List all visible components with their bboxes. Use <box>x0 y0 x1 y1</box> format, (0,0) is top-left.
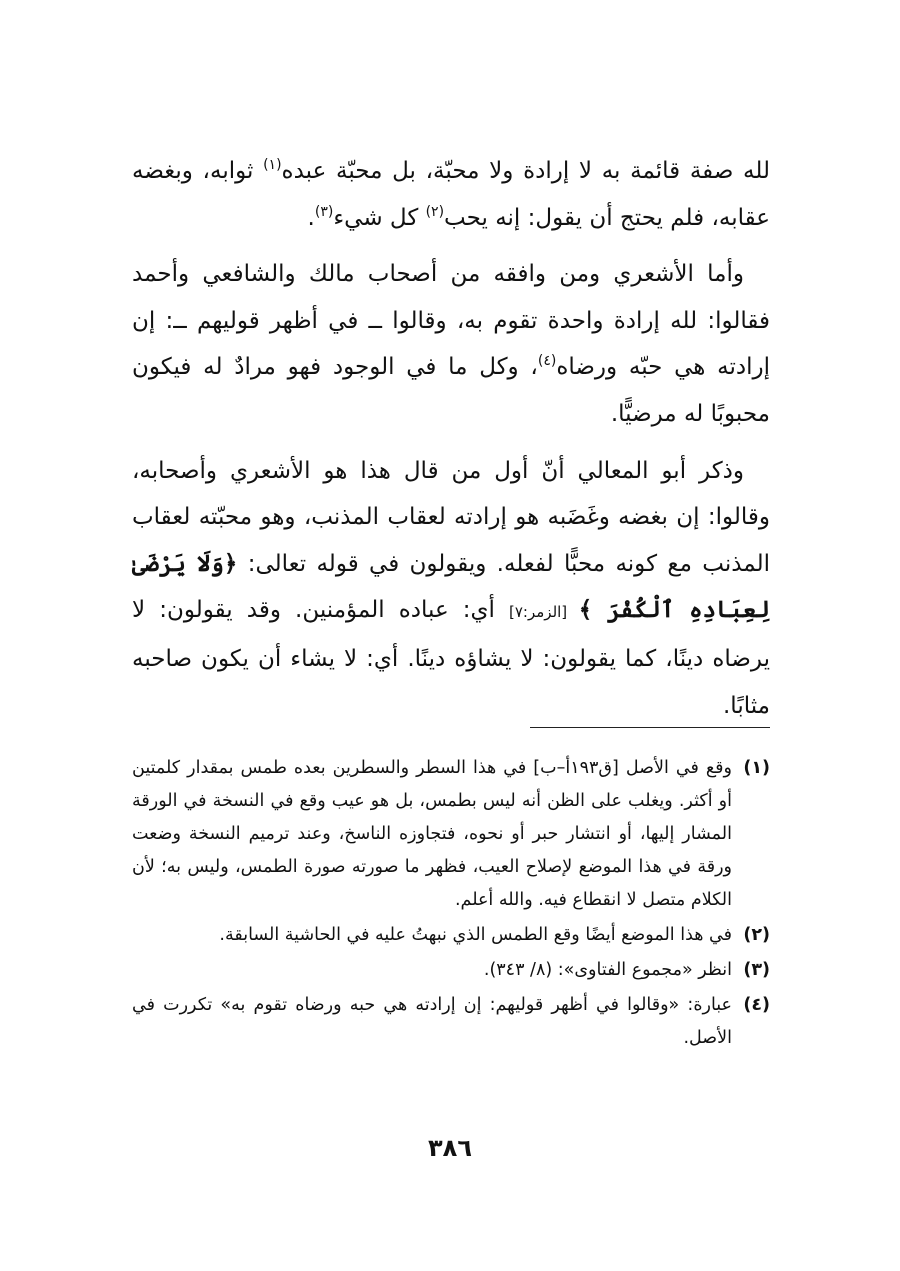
footnote-ref-1[interactable]: (١) <box>263 157 282 173</box>
footnotes-section <box>132 752 770 1057</box>
quran-verse: ﴿وَلَا يَرْضَىٰ لِعِبَادِهِ ٱلْكُفْرَ ﴾ <box>132 549 770 624</box>
footnote-4-text: عبارة: «وقالوا في أظهر قوليهم: إن إرادته هي حبه ورضاه تقوم به» تكررت في الأصل. <box>132 995 732 1048</box>
paragraph-1-text-b: ثوابه، وبغضه عقابه، فلم يحتج أن يقول: إنه يحب <box>132 158 770 231</box>
paragraph-1 <box>132 148 770 241</box>
footnote-ref-4[interactable]: (٤) <box>537 353 557 370</box>
footnote-4-number: (٤) <box>743 995 770 1015</box>
paragraph-2 <box>132 251 770 437</box>
verse-reference: [الزمر:٧] <box>509 603 579 622</box>
paragraph-1-text-c: كل شيء <box>333 204 426 231</box>
footnote-divider <box>530 727 770 728</box>
footnote-3 <box>132 954 770 987</box>
paragraph-2-text-a: وأما الأشعري ومن وافقه من أصحاب مالك والشافعي وأحمد فقالوا: لله إرادة واحدة تقوم به، وقالوا ــ في أظهر قوليهم ــ: إن إرادته هي حبّه ورضاه <box>132 261 770 381</box>
footnote-1-text: وقع في الأصل [ق١٩٣أ–ب] في هذا السطر والسطرين بعده طمس بمقدار كلمتين أو أكثر. ويغلب على الظن أنه ليس بطمس، بل هو عيب وقع في النسخة في الورقة المشار إليها، أو انتشار حبر أو نحوه، فتجاوزه الناسخ، وعند ترميم النسخة وضعت ورقة في هذا الموضع لإصلاح العيب، فظهر ما صورته صورة الطمس، وليس به؛ لأن الكلام متصل لا انقطاع فيه. والله أعلم. <box>132 758 732 910</box>
paragraph-2-text-b: ، وكل ما في الوجود فهو مرادٌ له فيكون محبوبًا له مرضيًّا. <box>132 354 770 427</box>
footnote-2 <box>132 919 770 952</box>
footnote-4 <box>132 989 770 1055</box>
page-number: ٣٨٦ <box>428 1134 472 1162</box>
footnote-2-number: (٢) <box>743 925 770 945</box>
footnote-3-number: (٣) <box>743 960 770 980</box>
paragraph-1-text-a: لله صفة قائمة به لا إرادة ولا محبّة، بل محبّة عبده <box>281 158 770 184</box>
paragraph-3 <box>132 448 770 730</box>
footnote-3-text: انظر «مجموع الفتاوى»: (٨/ ٣٤٣). <box>483 960 732 980</box>
footnote-1 <box>132 752 770 917</box>
paragraph-3-text-a: وذكر أبو المعالي أنّ أول من قال هذا هو الأشعري وأصحابه، وقالوا: إن بغضه وغَضَبه هو إرادته لعقاب المذنب، وهو محبّته لعقاب المذنب مع كونه محبًّا لفعله. ويقولون في قوله تعالى: <box>132 457 771 577</box>
footnote-ref-2[interactable]: (٢) <box>425 203 445 220</box>
main-text-block <box>132 148 770 729</box>
footnote-1-number: (١) <box>743 758 770 778</box>
paragraph-1-text-d: . <box>307 204 315 231</box>
paragraph-3-text-b: أي: عباده المؤمنين. وقد يقولون: لا يرضاه دينًا، كما يقولون: لا يشاؤه دينًا. أي: لا يشاء أن يكون صاحبه مثابًا. <box>132 597 770 719</box>
footnote-ref-3[interactable]: (٣) <box>314 203 334 220</box>
footnote-2-text: في هذا الموضع أيضًا وقع الطمس الذي نبهتُ عليه في الحاشية السابقة. <box>219 925 732 945</box>
